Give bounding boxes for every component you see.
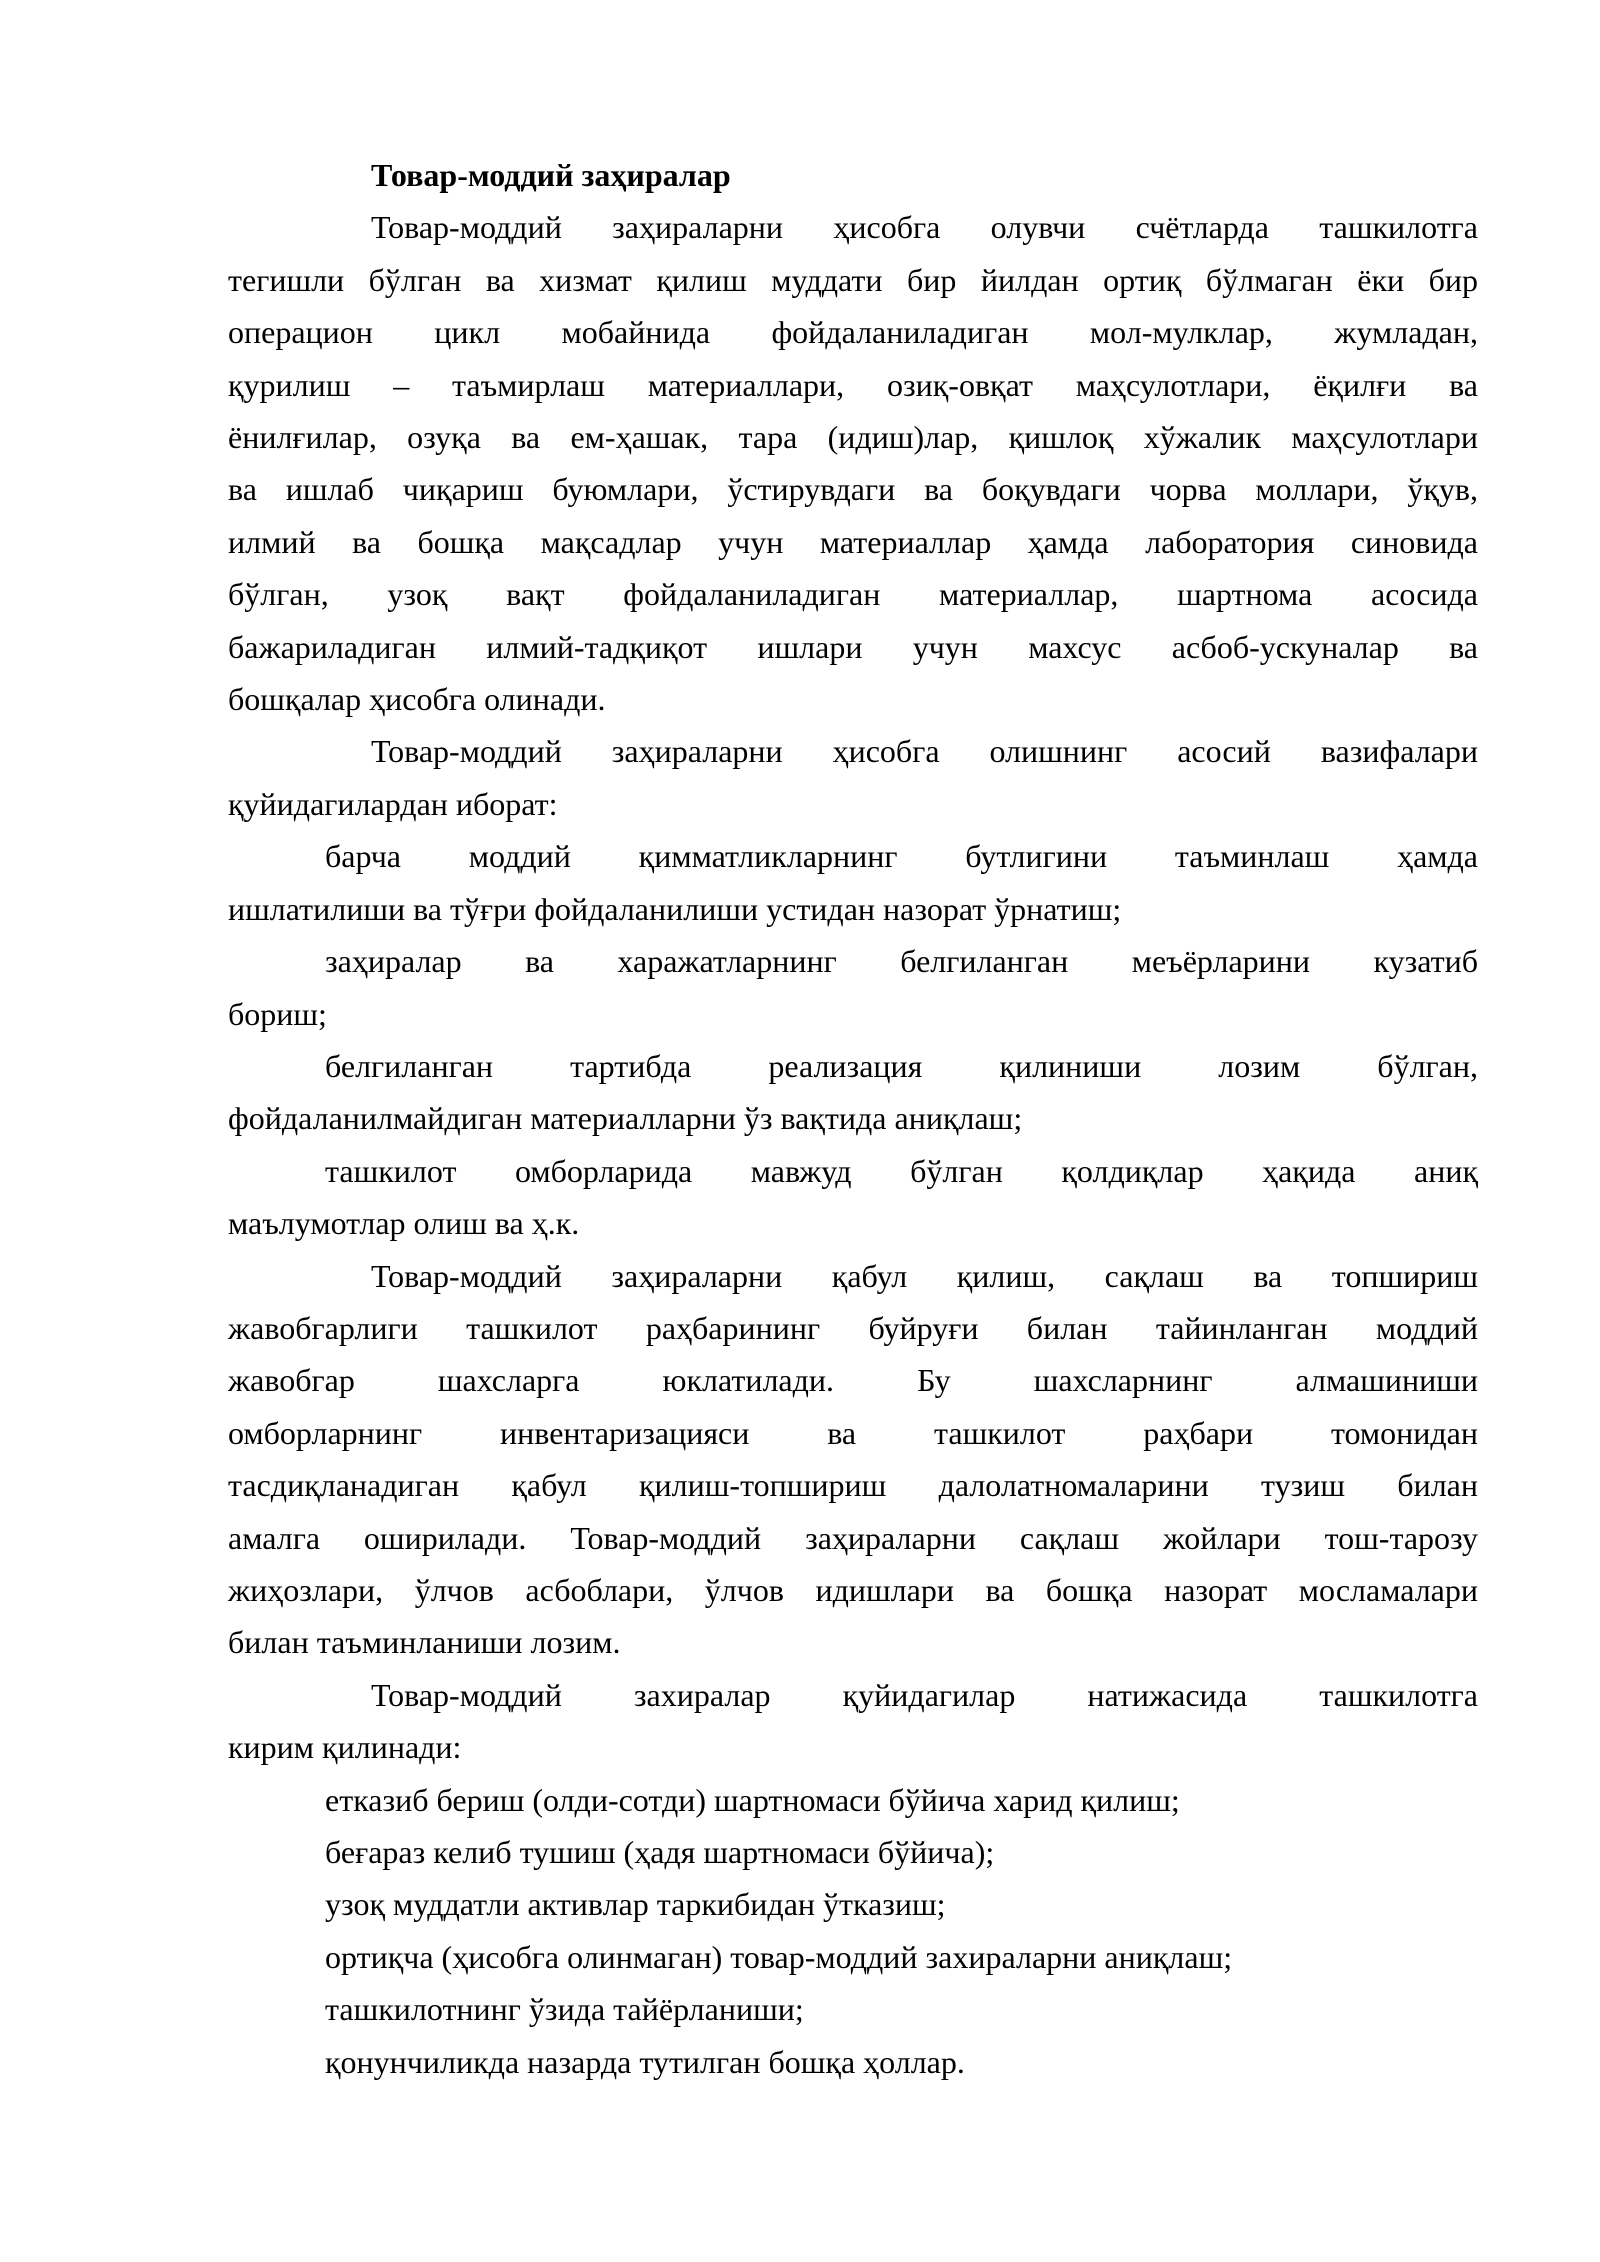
paragraph	[228, 1878, 1478, 1930]
text-line: қуйидагилардан иборат:	[228, 785, 558, 822]
text-line: тегишли бўлган ва хизмат қилиш муддати бир йилдан ортиқ бўлмаган ёки бир	[228, 261, 1478, 298]
document-title: Товар-моддий заҳиралар	[371, 157, 731, 193]
text-line: Товар-моддий захиралар қуйидагилар натижасида ташкилотга	[371, 1676, 1478, 1713]
paragraph	[228, 725, 1478, 830]
text-line: жавобгар шахсларга юклатилади. Бу шахсларнинг алмашиниши	[228, 1362, 1478, 1399]
text-line: барча моддий қимматликларнинг бутлигини таъминлаш ҳамда	[325, 838, 1478, 875]
text-line: ортиқча (ҳисобга олинмаган) товар-моддий захираларни аниқлаш;	[325, 1938, 1233, 1975]
text-line: фойдаланилмайдиган материалларни ўз вақтида аниқлаш;	[228, 1100, 1023, 1137]
paragraph	[228, 830, 1478, 935]
text-line: Товар-моддий заҳираларни ҳисобга олишнинг асосий вазифалари	[371, 733, 1478, 770]
text-line: омборларнинг инвентаризацияси ва ташкилот раҳбари томонидан	[228, 1414, 1478, 1451]
text-line: бажариладиган илмий-тадқиқот ишлари учун махсус асбоб-ускуналар ва	[228, 628, 1478, 665]
text-line: ташкилотнинг ўзида тайёрланиши;	[325, 1991, 804, 2028]
text-line: амалга оширилади. Товар-моддий заҳираларни сақлаш жойлари тош-тарозу	[228, 1519, 1478, 1556]
text-line: операцион цикл мобайнида фойдаланиладиган мол-мулклар, жумладан,	[228, 314, 1478, 351]
text-line: билан таъминланиши лозим.	[228, 1624, 621, 1661]
paragraph	[228, 1983, 1478, 2035]
text-line: ёнилғилар, озуқа ва ем-ҳашак, тара (идиш)лар, қишлоқ хўжалик маҳсулотлари	[228, 419, 1478, 456]
text-line: бориш;	[228, 995, 327, 1032]
text-line: жавобгарлиги ташкилот раҳбарининг буйруғи билан тайинланган моддий	[228, 1309, 1478, 1346]
paragraph	[228, 1774, 1478, 1826]
text-line: заҳиралар ва харажатларнинг белгиланган меъёрларини кузатиб	[325, 943, 1478, 980]
paragraph	[228, 1145, 1478, 1250]
text-line: қурилиш – таъмирлаш материаллари, озиқ-овқат маҳсулотлари, ёқилғи ва	[228, 366, 1478, 403]
paragraph	[228, 2036, 1478, 2088]
text-line: Товар-моддий заҳираларни ҳисобга олувчи счётларда ташкилотга	[371, 209, 1478, 246]
paragraph	[228, 935, 1478, 1040]
paragraph	[228, 1250, 1478, 1669]
text-line: кирим қилинади:	[228, 1729, 462, 1766]
text-line: ва ишлаб чиқариш буюмлари, ўстирувдаги ва боқувдаги чорва моллари, ўқув,	[228, 471, 1478, 508]
text-line: Товар-моддий заҳираларни қабул қилиш, сақлаш ва топшириш	[371, 1257, 1478, 1294]
paragraph	[228, 1931, 1478, 1983]
text-line: бошқалар ҳисобга олинади.	[228, 681, 606, 718]
text-line: ташкилот омборларида мавжуд бўлган қолдиқлар ҳақида аниқ	[325, 1152, 1478, 1189]
text-line: белгиланган тартибда реализация қилиниши лозим бўлган,	[325, 1047, 1478, 1084]
text-line: илмий ва бошқа мақсадлар учун материаллар ҳамда лаборатория синовида	[228, 523, 1478, 560]
text-line: тасдиқланадиган қабул қилиш-топшириш далолатномаларини тузиш билан	[228, 1467, 1478, 1504]
text-line: ишлатилиши ва тўғри фойдаланилиши устидан назорат ўрнатиш;	[228, 890, 1122, 927]
paragraph	[228, 1826, 1478, 1878]
text-line: жиҳозлари, ўлчов асбоблари, ўлчов идишлари ва бошқа назорат мосламалари	[228, 1571, 1478, 1608]
text-line: узоқ муддатли активлар таркибидан ўтказиш;	[325, 1886, 946, 1923]
text-line: беғараз келиб тушиш (ҳадя шартномаси бўйича);	[325, 1834, 995, 1870]
paragraph	[228, 1669, 1478, 1774]
text-line: маълумотлар олиш ва ҳ.к.	[228, 1205, 580, 1242]
paragraph	[228, 1040, 1478, 1145]
paragraph	[228, 201, 1478, 725]
document-content	[228, 149, 1478, 2088]
text-line: етказиб бериш (олди-сотди) шартномаси бўйича харид қилиш;	[325, 1781, 1180, 1818]
text-line: қонунчиликда назарда тутилган бошқа ҳоллар.	[325, 2043, 965, 2080]
text-line: бўлган, узоқ вақт фойдаланиладиган материаллар, шартнома асосида	[228, 576, 1478, 613]
